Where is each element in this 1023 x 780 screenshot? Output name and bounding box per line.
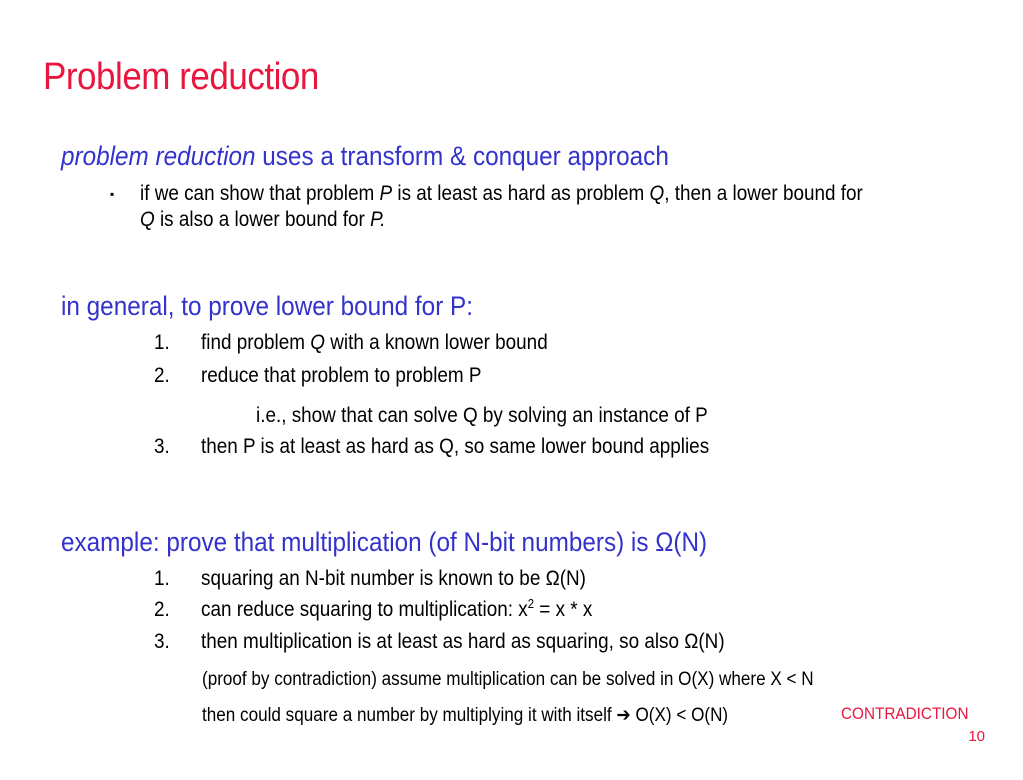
item1-text-q: Q bbox=[310, 331, 325, 354]
bullet-line1-p: P bbox=[379, 182, 393, 205]
section2-heading: in general, to prove lower bound for P: bbox=[61, 291, 474, 321]
bullet-line-2 bbox=[140, 207, 1022, 233]
contradiction-label: CONTRADICTION bbox=[841, 704, 969, 723]
section1-heading bbox=[61, 141, 669, 172]
list-text: squaring an N-bit number is known to be Ω(N) bbox=[201, 567, 586, 590]
right-arrow-icon: ➔ bbox=[616, 705, 631, 726]
list-text: reduce that problem to problem P bbox=[201, 364, 482, 387]
list-number: 2. bbox=[154, 598, 170, 621]
list-number: 1. bbox=[154, 567, 170, 590]
section3-heading: example: prove that multiplication (of N-bit numbers) is Ω(N) bbox=[61, 527, 708, 557]
bullet-line1-part-c: , then a lower bound for bbox=[664, 182, 863, 205]
item1-text-b: with a known lower bound bbox=[324, 331, 548, 354]
bullet-line-1 bbox=[140, 181, 1022, 207]
page-number: 10 bbox=[968, 728, 985, 745]
note2-text-a: then could square a number by multiplying it with itself bbox=[202, 705, 617, 726]
list-text: then multiplication is at least as hard as squaring, so also Ω(N) bbox=[201, 630, 725, 653]
section2-sub-note: i.e., show that can solve Q by solving an instance of P bbox=[256, 404, 708, 427]
item2-text-b: = x * x bbox=[534, 598, 593, 621]
list-number: 2. bbox=[154, 364, 170, 387]
note2-text-b: O(X) < O(N) bbox=[630, 705, 729, 726]
bullet-line2-p: P. bbox=[370, 208, 386, 231]
bullet-line1-part-a: if we can show that problem bbox=[140, 182, 380, 205]
bullet-line1-part-b: is at least as hard as problem bbox=[392, 182, 650, 205]
item1-text-a: find problem bbox=[201, 331, 311, 354]
section3-note-2 bbox=[202, 704, 728, 727]
list-number: 3. bbox=[154, 435, 170, 458]
item2-superscript: 2 bbox=[527, 597, 535, 611]
section1-heading-rest: uses a transform & conquer approach bbox=[255, 141, 669, 171]
list-text: then P is at least as hard as Q, so same lower bound applies bbox=[201, 435, 710, 458]
list-number: 3. bbox=[154, 630, 170, 653]
section3-note-1: (proof by contradiction) assume multiplication can be solved in O(X) where X < N bbox=[202, 669, 814, 690]
bullet-line2-part-b: is also a lower bound for bbox=[154, 208, 371, 231]
section1-bullet-text bbox=[140, 181, 1022, 233]
slide-title: Problem reduction bbox=[43, 56, 319, 98]
section1-heading-italic: problem reduction bbox=[61, 141, 256, 171]
list-text bbox=[201, 598, 592, 622]
square-bullet-icon: ▪ bbox=[110, 187, 115, 201]
list-number: 1. bbox=[154, 331, 170, 354]
item2-text-a: can reduce squaring to multiplication: x bbox=[201, 598, 528, 621]
list-text bbox=[201, 331, 548, 355]
bullet-line2-q: Q bbox=[140, 208, 155, 231]
bullet-line1-q: Q bbox=[649, 182, 665, 205]
